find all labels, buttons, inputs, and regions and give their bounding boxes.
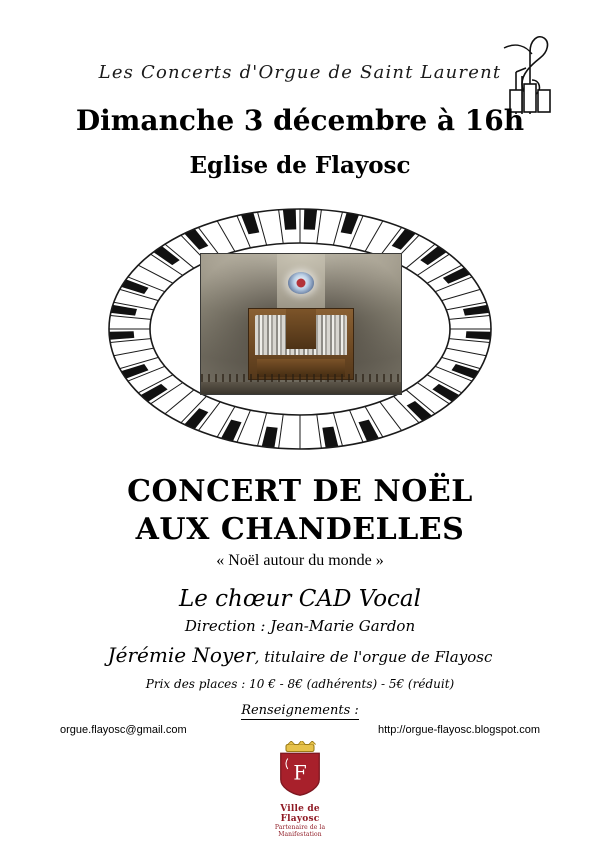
event-date: Dimanche 3 décembre à 16h	[75, 104, 525, 137]
info-heading	[0, 703, 600, 718]
organ-photo	[200, 253, 402, 395]
ticket-prices: Prix des places : 10 € - 8€ (adhérents) - 5€ (réduit)	[145, 677, 455, 691]
event-venue: Eglise de Flayosc	[189, 152, 411, 179]
info-heading-text: Renseignements :	[241, 703, 359, 718]
choir-director: Direction : Jean-Marie Gardon	[184, 617, 416, 635]
crest-town-name: Ville de Flayosc	[280, 804, 320, 824]
crest-subtitle: Partenaire de la Manifestation	[274, 824, 326, 838]
organist-credit	[0, 643, 600, 667]
organist-name: Jérémie Noyer	[107, 643, 255, 667]
organist-role: , titulaire de l'orgue de Flayosc	[254, 648, 493, 666]
poster-title-line-2: AUX CHANDELLES	[135, 512, 465, 547]
contact-email[interactable]: orgue.flayosc@gmail.com	[60, 724, 187, 736]
choir-name: Le chœur CAD Vocal	[178, 586, 421, 612]
contact-website[interactable]: http://orgue-flayosc.blogspot.com	[377, 724, 540, 736]
town-crest	[260, 741, 340, 838]
poster-title-line-1: CONCERT DE NOËL	[127, 474, 473, 509]
crest-shield-icon	[270, 741, 330, 797]
series-title: Les Concerts d'Orgue de Saint Laurent	[98, 62, 502, 83]
contact-row	[60, 724, 540, 736]
svg-text:F: F	[293, 761, 307, 785]
poster-subtitle: « Noël autour du monde »	[216, 552, 384, 569]
